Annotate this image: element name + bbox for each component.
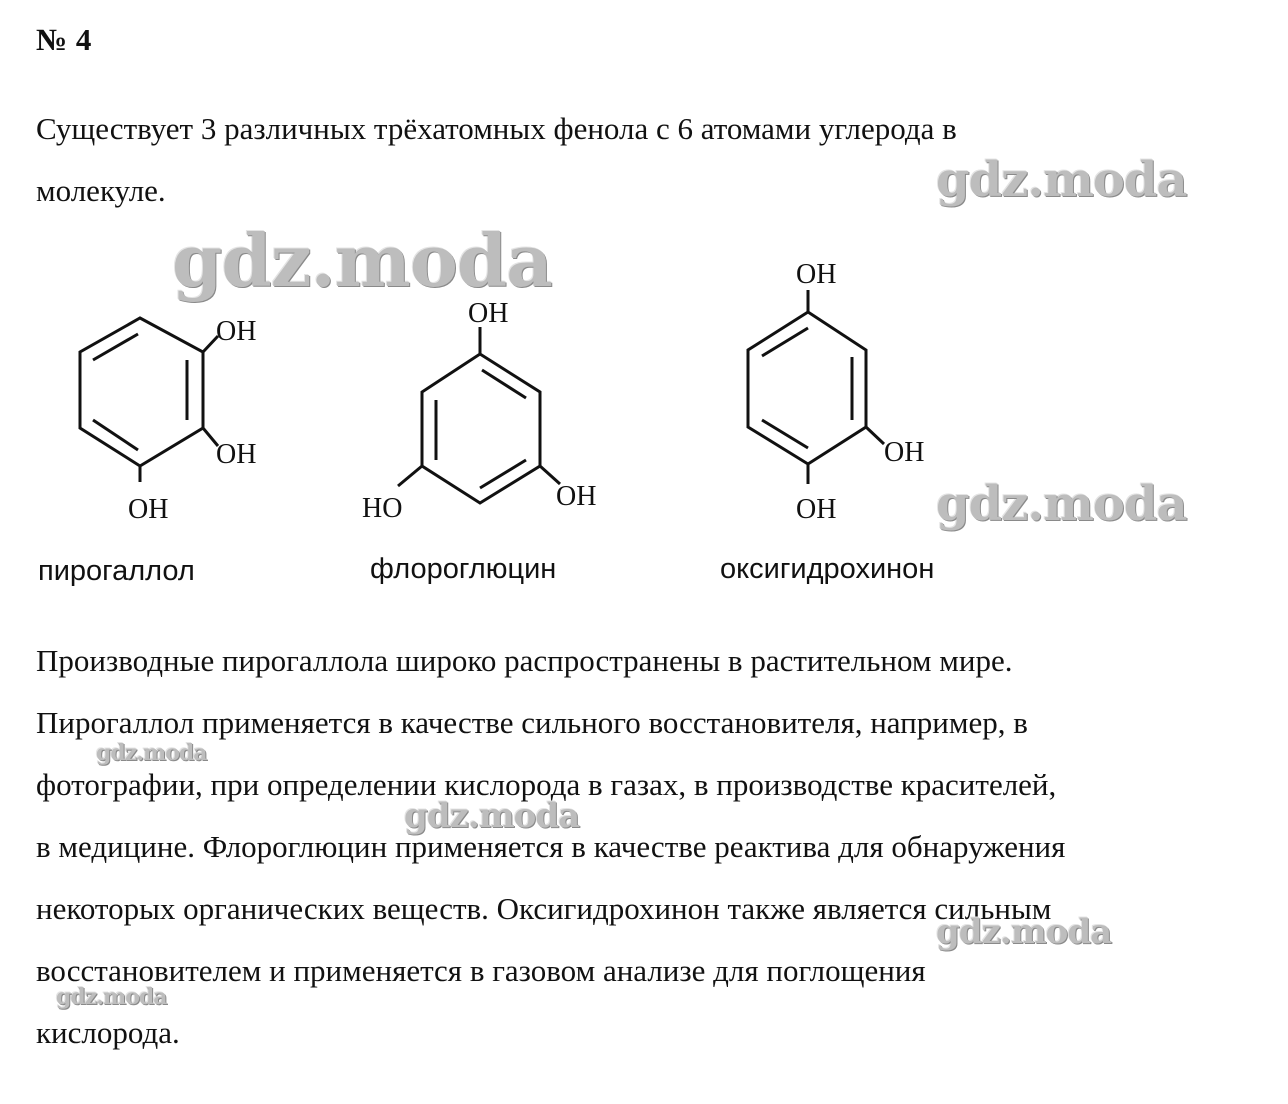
double-bond <box>762 420 808 448</box>
benzene-ring <box>80 318 203 466</box>
body-line: некоторых органических веществ. Оксигидрохинон также является сильным <box>36 891 1052 926</box>
hydroxyl-group: HO <box>362 493 403 524</box>
body-line: в медицине. Флороглюцин применяется в качестве реактива для обнаружения <box>36 829 1066 864</box>
phloroglucinol-structure <box>362 298 596 585</box>
watermark: gdz.moda <box>96 740 207 766</box>
compound-name: флороглюцин <box>370 553 557 585</box>
bond <box>866 427 884 444</box>
hydroxyl-group: OH <box>556 481 597 512</box>
hydroxyl-group: OH <box>468 298 509 329</box>
double-bond <box>762 328 808 356</box>
watermark: gdz.moda <box>56 984 167 1010</box>
watermark: gdz.moda <box>936 912 1112 952</box>
benzene-ring <box>422 354 540 503</box>
body-line: Пирогаллол применяется в качестве сильного восстановителя, например, в <box>36 705 1028 740</box>
hydroxyl-group: OH <box>884 437 925 468</box>
task-number: № 4 <box>36 22 92 57</box>
pyrogallol-structure <box>38 316 256 587</box>
double-bond <box>480 460 526 488</box>
hydroxyl-group: OH <box>216 439 257 470</box>
body-line: фотографии, при определении кислорода в газах, в производстве красителей, <box>36 767 1057 802</box>
hydroxyl-group: OH <box>216 316 257 347</box>
double-bond <box>93 420 138 450</box>
double-bond <box>93 334 138 360</box>
body-paragraph <box>36 630 1256 1064</box>
watermark: gdz.moda <box>936 152 1187 208</box>
body-line: Производные пирогаллола широко распространены в растительном мире. <box>36 643 1013 678</box>
compound-name: пирогаллол <box>38 555 195 587</box>
watermark: gdz.moda <box>172 218 552 303</box>
intro-line: Существует 3 различных трёхатомных фенола с 6 атомами углерода в <box>36 111 957 146</box>
body-line: кислорода. <box>36 1015 180 1050</box>
watermark: gdz.moda <box>936 476 1187 532</box>
intro-line: молекуле. <box>36 173 166 208</box>
watermark: gdz.moda <box>404 796 580 836</box>
compound-name: оксигидрохинон <box>720 553 935 585</box>
hydroxyhydroquinone-structure <box>720 259 934 585</box>
body-line: восстановителем и применяется в газовом анализе для поглощения <box>36 953 926 988</box>
double-bond <box>482 370 526 398</box>
bond <box>398 466 422 486</box>
hydroxyl-group: OH <box>796 259 837 290</box>
benzene-ring <box>748 312 866 464</box>
hydroxyl-group: OH <box>128 494 169 525</box>
hydroxyl-group: OH <box>796 494 837 525</box>
